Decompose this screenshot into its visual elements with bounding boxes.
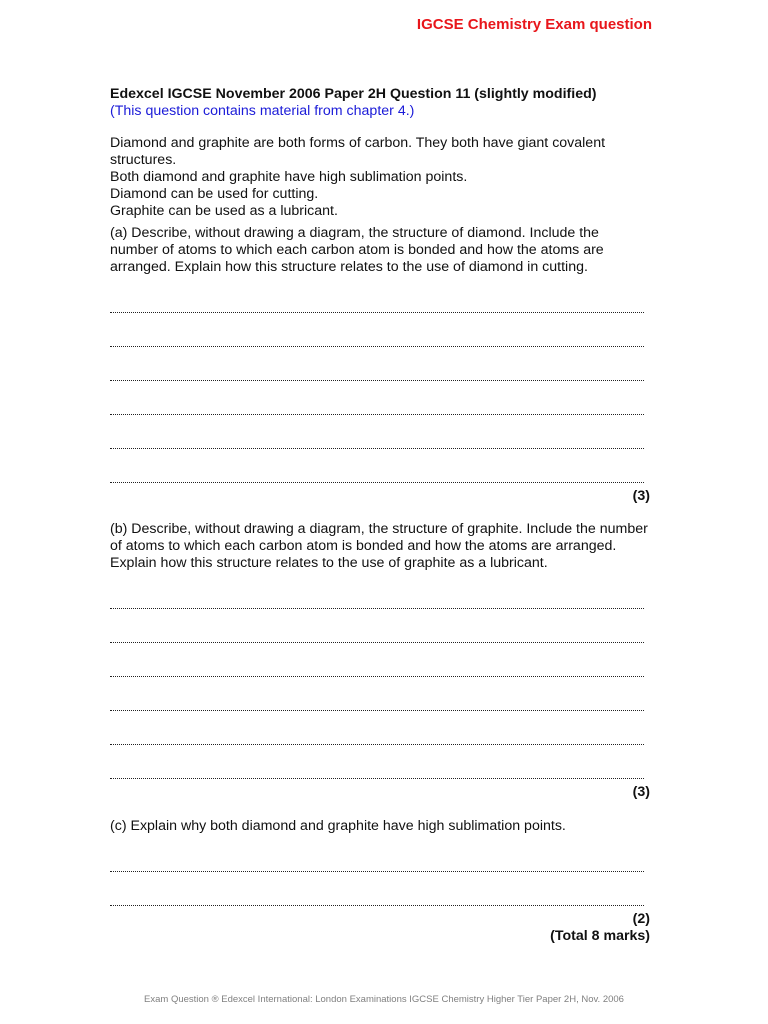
answer-line[interactable] — [110, 580, 650, 614]
answer-line[interactable] — [110, 284, 650, 318]
answer-line[interactable] — [110, 750, 650, 784]
answer-line[interactable] — [110, 386, 650, 420]
part-c-marks: (2) — [632, 911, 650, 927]
part-b-answer-lines[interactable] — [110, 580, 650, 784]
question-note: (This question contains material from chapter 4.) — [110, 103, 415, 119]
intro-line: Diamond and graphite are both forms of carbon. They both have giant covalent structures. — [110, 135, 606, 168]
part-a — [110, 225, 650, 505]
page-footer: Exam Question ® Edexcel International: London Examinations IGCSE Chemistry Higher Tier Paper 2H, Nov. 2006 — [144, 994, 624, 1005]
part-c-text: (c) Explain why both diamond and graphite have high sublimation points. — [110, 818, 566, 834]
part-a-marks: (3) — [632, 488, 650, 504]
answer-line[interactable] — [110, 843, 650, 877]
question-intro — [110, 135, 650, 220]
part-a-answer-lines[interactable] — [110, 284, 650, 488]
total-marks: (Total 8 marks) — [550, 928, 650, 944]
intro-line: Graphite can be used as a lubricant. — [110, 203, 338, 219]
answer-line[interactable] — [110, 420, 650, 454]
answer-line[interactable] — [110, 648, 650, 682]
part-a-text: (a) Describe, without drawing a diagram, the structure of diamond. Include the number of atoms to which each carbon atom is bonded and how the atoms are arranged. Explain how this structure relates to the use of diamond in cutting. — [110, 225, 604, 275]
part-c — [110, 818, 650, 945]
part-b-marks: (3) — [632, 784, 650, 800]
intro-line: Diamond can be used for cutting. — [110, 186, 319, 202]
question-title: Edexcel IGCSE November 2006 Paper 2H Question 11 (slightly modified) — [110, 86, 597, 102]
answer-line[interactable] — [110, 352, 650, 386]
answer-line[interactable] — [110, 682, 650, 716]
page-header: IGCSE Chemistry Exam question — [416, 16, 652, 33]
part-b — [110, 521, 650, 801]
part-c-answer-lines[interactable] — [110, 843, 650, 911]
answer-line[interactable] — [110, 454, 650, 488]
answer-line[interactable] — [110, 318, 650, 352]
question-content — [110, 86, 650, 945]
answer-line[interactable] — [110, 614, 650, 648]
answer-line[interactable] — [110, 877, 650, 911]
intro-line: Both diamond and graphite have high sublimation points. — [110, 169, 468, 185]
answer-line[interactable] — [110, 716, 650, 750]
part-b-text: (b) Describe, without drawing a diagram, the structure of graphite. Include the number of atoms to which each carbon atom is bonded and how the atoms are arranged. Explain how this structure relates to the use of graphite as a lubricant. — [110, 521, 648, 571]
